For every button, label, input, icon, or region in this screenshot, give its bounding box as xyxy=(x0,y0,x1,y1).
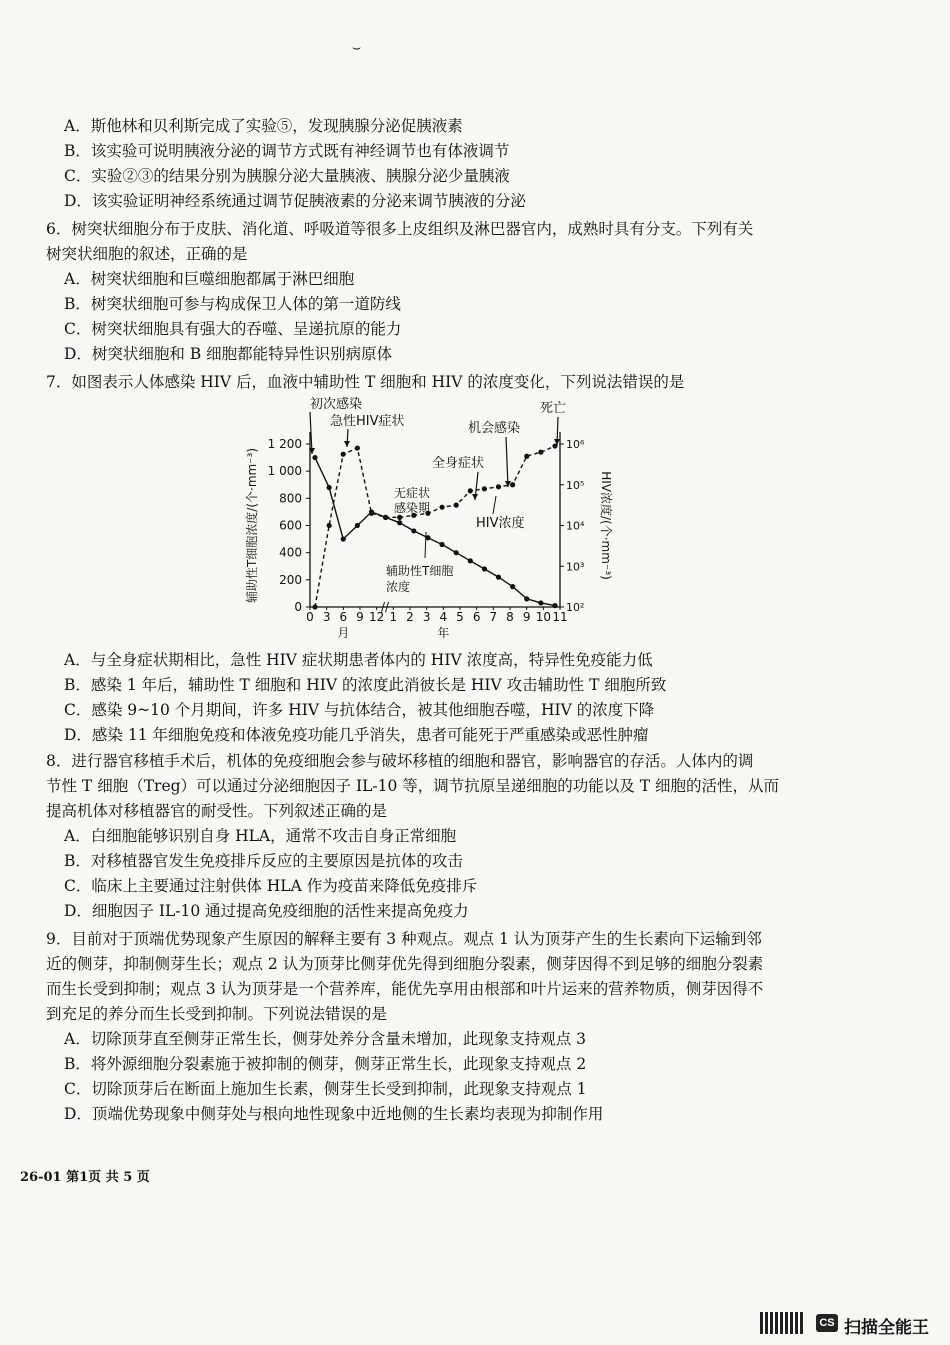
x-tick-label: 5 xyxy=(456,610,464,624)
q7-stem: 7．如图表示人体感染 HIV 后，血液中辅助性 T 细胞和 HIV 的浓度变化，下列说法错误的是 xyxy=(46,373,685,391)
x-tick-label: 1 xyxy=(389,610,398,624)
annotation-asymptomatic-1: 无症状 xyxy=(394,486,431,500)
x-tick-label: 0 xyxy=(306,610,314,624)
q9-option-c: C．切除顶芽后在断面上施加生长素，侧芽生长受到抑制，此现象支持观点 1 xyxy=(64,1080,587,1098)
q8-stem-line2: 节性 T 细胞（Treg）可以通过分泌细胞因子 IL-10 等，调节抗原呈递细胞的功能以及 T 细胞的活性，从而 xyxy=(46,777,779,795)
th-cell-point xyxy=(341,536,346,541)
annotation-th-1: 辅助性T细胞 xyxy=(386,564,454,578)
x-tick-label: 12 xyxy=(369,610,385,624)
left-y-tick-label: 1 200 xyxy=(267,437,302,451)
page-footer xyxy=(20,1166,150,1185)
right-y-tick-label: 10³ xyxy=(566,560,585,574)
q6-stem-line2: 树突状细胞的叙述，正确的是 xyxy=(46,245,248,263)
hiv-point xyxy=(468,488,473,493)
camscanner-icon: CS xyxy=(816,1314,838,1332)
x-tick-label: 6 xyxy=(339,610,348,624)
q8-option-d: D．细胞因子 IL-10 通过提高免疫细胞的活性来提高免疫力 xyxy=(64,902,469,920)
q9-stem-line2: 近的侧芽，抑制侧芽生长；观点 2 认为顶芽比侧芽优先得到细胞分裂素，侧芽因得不到足够的细胞分裂素 xyxy=(46,955,764,973)
hiv-point xyxy=(524,454,529,459)
q6-option-d: D．树突状细胞和 B 细胞都能特异性识别病原体 xyxy=(64,345,393,363)
q6-option-c: C．树突状细胞具有强大的吞噬、呈递抗原的能力 xyxy=(64,320,402,338)
qr-code-icon xyxy=(760,1312,804,1334)
hiv-point xyxy=(383,515,388,520)
right-y-tick-label: 10⁶ xyxy=(566,438,585,451)
th-cell-point xyxy=(397,520,402,525)
left-y-tick-label: 200 xyxy=(279,572,302,587)
th-cell-point xyxy=(496,575,501,580)
annotation-label: 全身症状 xyxy=(432,456,485,471)
x-tick-label: 3 xyxy=(422,610,431,624)
th-cell-line xyxy=(315,458,555,606)
x-unit-years: 年 xyxy=(437,626,450,640)
q8-stem-line1: 8．进行器官移植手术后，机体的免疫细胞会参与破坏移植的细胞和器官，影响器官的存活。人体内的调 xyxy=(46,752,754,770)
hiv-point xyxy=(454,503,459,508)
q5-option-b: B．该实验可说明胰液分泌的调节方式既有神经调节也有体液调节 xyxy=(64,142,510,160)
q7-option-c: C．感染 9~10 个月期间，许多 HIV 与抗体结合，被其他细胞吞噬，HIV 的浓度下降 xyxy=(64,701,655,719)
q8-stem-line3: 提高机体对移植器官的耐受性。下列叙述正确的是 xyxy=(46,802,388,820)
annotation-label: 死亡 xyxy=(540,401,567,416)
annotation-arrowhead xyxy=(344,441,350,447)
camscanner-text: 扫描全能王 xyxy=(844,1318,929,1337)
hiv-point xyxy=(341,452,346,457)
hiv-point xyxy=(355,445,360,450)
q7-option-a: A．与全身症状期相比，急性 HIV 症状期患者体内的 HIV 浓度高，特异性免疫能力低 xyxy=(64,651,653,669)
paper-code: 26-01 xyxy=(20,1170,62,1185)
hiv-point xyxy=(327,523,332,528)
hiv-point xyxy=(397,515,402,520)
scanner-watermark xyxy=(760,1310,940,1340)
left-y-tick-label: 0 xyxy=(294,600,302,614)
scan-mark: ⌣ xyxy=(352,40,362,56)
q9-stem-line1: 9．目前对于顶端优势现象产生原因的解释主要有 3 种观点。观点 1 认为顶芽产生的生长素向下运输到邻 xyxy=(46,930,762,948)
th-cell-point xyxy=(538,600,543,605)
th-cell-point xyxy=(355,523,360,528)
th-cell-point xyxy=(482,566,487,571)
annotation-arrow xyxy=(506,437,508,487)
page-number: 第1页 xyxy=(66,1170,102,1185)
hiv-point xyxy=(496,484,501,489)
th-cell-point xyxy=(524,596,529,601)
right-y-tick-label: 10⁵ xyxy=(566,478,585,492)
q8-option-c: C．临床上主要通过注射供体 HLA 作为疫苗来降低免疫排斥 xyxy=(64,877,478,895)
page-total: 共 5 页 xyxy=(105,1170,150,1185)
th-cell-point xyxy=(468,558,473,563)
q8-option-b: B．对移植器官发生免疫排斥反应的主要原因是抗体的攻击 xyxy=(64,852,463,870)
th-cell-point xyxy=(312,455,317,460)
q9-stem-line3: 而生长受到抑制；观点 3 认为顶芽是一个营养库，能优先享用由根部和叶片运来的营养物质，侧芽因得不 xyxy=(46,980,764,998)
q9-option-a: A．切除顶芽直至侧芽正常生长，侧芽处养分含量未增加，此现象支持观点 3 xyxy=(64,1030,586,1048)
right-y-axis-title: HIV浓度/(个·mm⁻³) xyxy=(599,471,613,580)
hiv-point xyxy=(482,486,487,491)
x-tick-label: 6 xyxy=(472,610,481,624)
left-y-tick-label: 400 xyxy=(279,545,302,560)
th-cell-point xyxy=(510,584,515,589)
left-y-tick-label: 800 xyxy=(279,491,302,506)
x-tick-label: 9 xyxy=(522,610,531,624)
left-y-tick-label: 1 000 xyxy=(267,464,302,479)
annotation-label: 初次感染 xyxy=(310,397,363,412)
right-y-tick-label: 10⁴ xyxy=(566,519,585,533)
annotation-arrowhead xyxy=(472,494,478,500)
th-cell-point xyxy=(327,485,332,490)
q6-option-b: B．树突状细胞可参与构成保卫人体的第一道防线 xyxy=(64,295,401,313)
q8-option-a: A．白细胞能够识别自身 HLA，通常不攻击自身正常细胞 xyxy=(64,827,457,845)
q7-option-d: D．感染 11 年细胞免疫和体液免疫功能几乎消失，患者可能死于严重感染或恶性肿瘤 xyxy=(64,726,649,744)
x-tick-label: 4 xyxy=(439,610,448,624)
left-y-tick-label: 600 xyxy=(279,518,302,533)
annotation-label: 急性HIV症状 xyxy=(330,414,405,429)
hiv-point xyxy=(439,505,444,510)
th-cell-point xyxy=(411,528,416,533)
q5-option-c: C．实验②③的结果分别为胰腺分泌大量胰液、胰腺分泌少量胰液 xyxy=(64,167,510,185)
left-y-axis-title: 辅助性T细胞浓度/(个·mm⁻³) xyxy=(245,447,259,604)
annotation-label: 机会感染 xyxy=(468,421,521,436)
x-tick-label: 10 xyxy=(535,610,551,624)
x-tick-label: 2 xyxy=(406,610,414,624)
x-tick-label: 11 xyxy=(552,610,568,624)
hiv-point xyxy=(312,604,317,609)
x-tick-label: 9 xyxy=(356,610,364,624)
x-tick-label: 3 xyxy=(322,610,331,624)
q5-option-a: A．斯他林和贝利斯完成了实验⑤，发现胰腺分泌促胰液素 xyxy=(64,117,463,135)
x-unit-months: 月 xyxy=(337,626,350,640)
q5-option-d: D．该实验证明神经系统通过调节促胰液素的分泌来调节胰液的分泌 xyxy=(64,192,526,210)
x-tick-label: 8 xyxy=(506,610,514,624)
th-cell-point xyxy=(552,603,557,608)
right-y-tick-label: 10² xyxy=(566,601,585,614)
hiv-chart xyxy=(230,392,630,644)
axis-break-mark: // xyxy=(381,600,390,614)
hiv-point xyxy=(369,511,374,516)
hiv-point xyxy=(538,450,543,455)
q6-stem-line1: 6．树突状细胞分布于皮肤、消化道、呼吸道等很多上皮组织及淋巴器官内，成熟时具有分支。下列有关 xyxy=(46,220,754,238)
x-tick-label: 7 xyxy=(489,610,498,624)
q9-option-d: D．顶端优势现象中侧芽处与根向地性现象中近地侧的生长素均表现为抑制作用 xyxy=(64,1105,604,1123)
q7-option-b: B．感染 1 年后，辅助性 T 细胞和 HIV 的浓度此消彼长是 HIV 攻击辅助性 T 细胞所致 xyxy=(64,676,667,694)
q6-option-a: A．树突状细胞和巨噬细胞都属于淋巴细胞 xyxy=(64,270,355,288)
th-cell-point xyxy=(439,542,444,547)
th-cell-point xyxy=(454,550,459,555)
annotation-asymptomatic-2: 感染期 xyxy=(394,501,431,515)
hiv-leader-line xyxy=(493,496,496,514)
annotation-th-2: 浓度 xyxy=(386,580,411,594)
q9-option-b: B．将外源细胞分裂素施于被抑制的侧芽，侧芽正常生长，此现象支持观点 2 xyxy=(64,1055,587,1073)
annotation-label: HIV浓度 xyxy=(476,516,525,531)
hiv-point xyxy=(510,482,515,487)
q9-stem-line4: 到充足的养分而生长受到抑制。下列说法错误的是 xyxy=(46,1005,388,1023)
